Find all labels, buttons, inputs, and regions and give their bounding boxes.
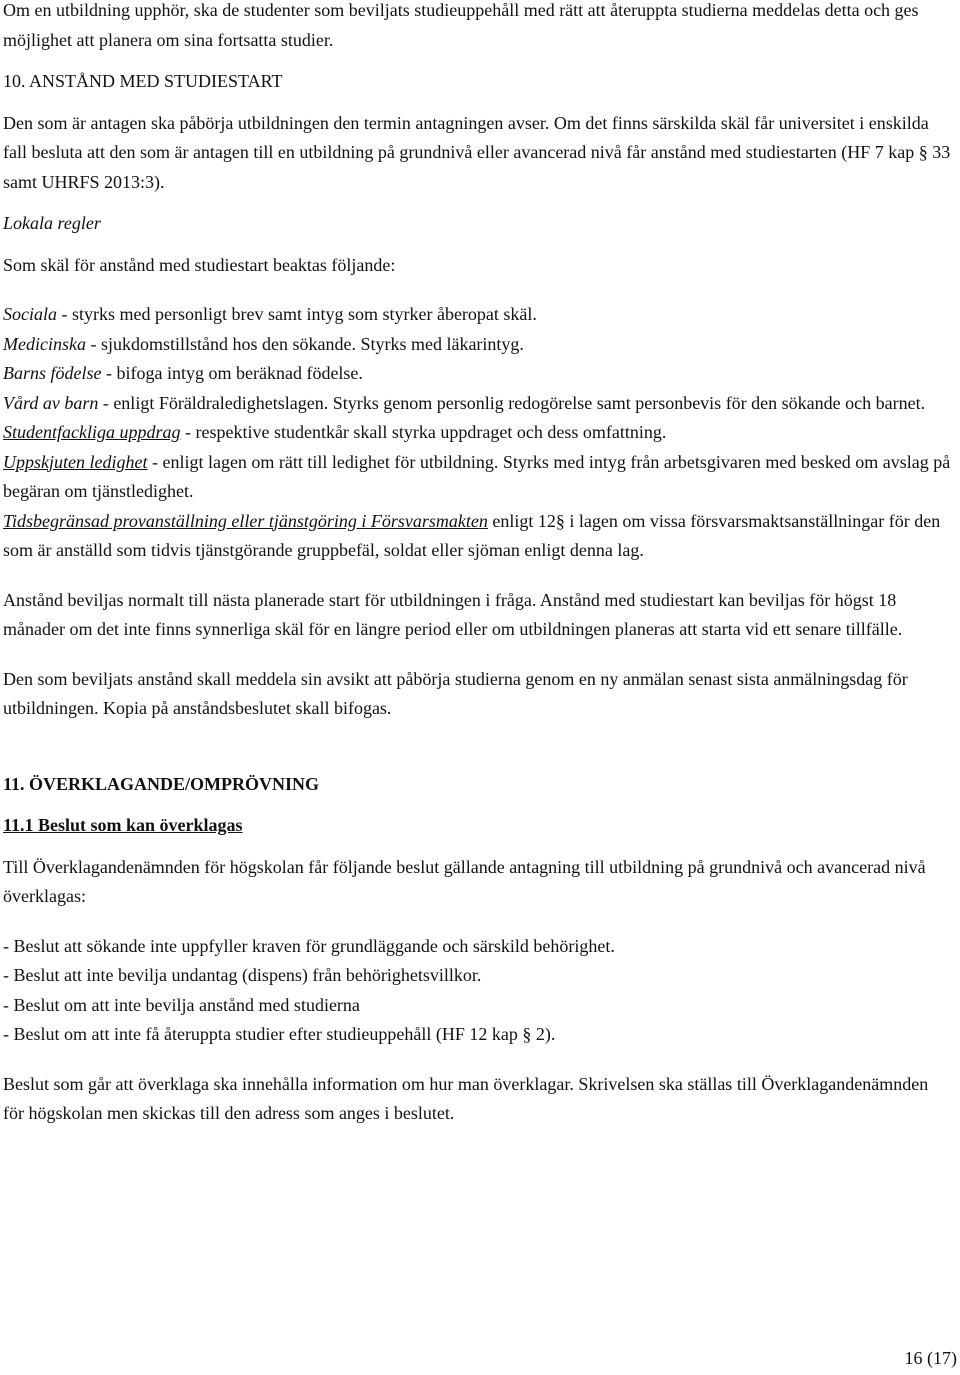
section-11-paragraph-2: Beslut som går att överklaga ska innehålla information om hur man överklagar. Skrivelsen ska ställas till Överklagandenämnden för högskolan men skickas till den adress som anges i beslutet. [3,1073,929,1123]
list-item: - Beslut om att inte få återuppta studier efter studieuppehåll (HF 12 kap § 2). [3,1024,556,1044]
list-item: - Beslut att sökande inte uppfyller kraven för grundläggande och särskild behörighet. [3,935,615,956]
reason-text: - styrks med personligt brev samt intyg som styrker åberopat skäl. [57,304,537,324]
reason-term: Uppskjuten ledighet [3,451,148,472]
reason-text: - respektive studentkår skall styrka uppdraget och dess omfattning. [180,422,667,442]
reasons-list [3,300,951,566]
reason-term: Tidsbegränsad provanställning eller tjänstgöring i Försvarsmakten [3,510,488,531]
reason-text: - sjukdomstillstånd hos den sökande. Styrks med läkarintyg. [85,333,524,354]
reason-item [3,300,951,330]
reason-item [3,330,951,360]
list-item: - Beslut att inte bevilja undantag (dispens) från behörighetsvillkor. [3,965,482,985]
reason-text: - enligt Föräldraledighetslagen. Styrks genom personlig redogörelse samt personbevis för den sökande och barnet. [98,392,926,413]
reason-term: Barns födelse [3,363,102,383]
section-10-paragraph-2: Som skäl för anstånd med studiestart beaktas följande: [3,254,396,275]
section-11-paragraph-1: Till Överklagandenämnden för högskolan får följande beslut gällande antagning till utbildning på grundnivå och avancerad nivå överklagas: [3,856,926,906]
reason-text: - enligt lagen om rätt till ledighet för utbildning. Styrks med intyg från arbetsgivaren med besked om avslag på begäran om tjänstledighet. [3,451,951,501]
list-item: - Beslut om att inte bevilja anstånd med studierna [3,994,360,1015]
reason-item [3,359,951,389]
reason-text: enligt 12§ i lagen om vissa försvarsmaktsanställningar för den som är anställd som tidvis tjänstgörande gruppbefäl, soldat eller sjöman enligt denna lag. [3,510,941,560]
page-number: 16 (17) [904,1348,957,1368]
section-10-heading: 10. ANSTÅND MED STUDIESTART [3,71,283,91]
reason-term: Vård av barn [3,392,99,413]
section-11-1-heading: 11.1 Beslut som kan överklagas [3,815,243,835]
intro-paragraph: Om en utbildning upphör, ska de studenter som beviljats studieuppehåll med rätt att återuppta studierna meddelas detta och ges möjlighet att planera om sina fortsatta studier. [3,0,919,50]
reason-item [3,389,951,419]
local-rules-heading: Lokala regler [3,213,101,233]
document-page [3,0,951,1129]
reason-item [3,448,951,507]
reason-term: Studentfackliga uppdrag [3,422,181,442]
reason-term: Medicinska [3,333,86,354]
reason-term: Sociala [3,304,57,324]
section-10-paragraph-3: Anstånd beviljas normalt till nästa planerade start för utbildningen i fråga. Anstånd med studiestart kan beviljas för högst 18 månader om det inte finns synnerliga skäl för en längre period eller om utbildningen planeras att starta vid ett senare tillfälle. [3,589,903,639]
section-11-heading: 11. ÖVERKLAGANDE/OMPRÖVNING [3,773,320,794]
appealable-decisions-list [3,932,951,1050]
reason-text: - bifoga intyg om beräknad födelse. [101,363,363,383]
section-10-paragraph-1: Den som är antagen ska påbörja utbildningen den termin antagningen avser. Om det finns särskilda skäl får universitet i enskilda fall besluta att den som är antagen till en utbildning på grundnivå eller avancerad nivå får anstånd med studiestarten (HF 7 kap § 33 samt UHRFS 2013:3). [3,112,951,192]
section-10-paragraph-4: Den som beviljats anstånd skall meddela sin avsikt att påbörja studierna genom en ny anmälan senast sista anmälningsdag för utbildningen. Kopia på anståndsbeslutet skall bifogas. [3,668,908,718]
reason-item [3,418,951,448]
reason-item [3,507,951,566]
